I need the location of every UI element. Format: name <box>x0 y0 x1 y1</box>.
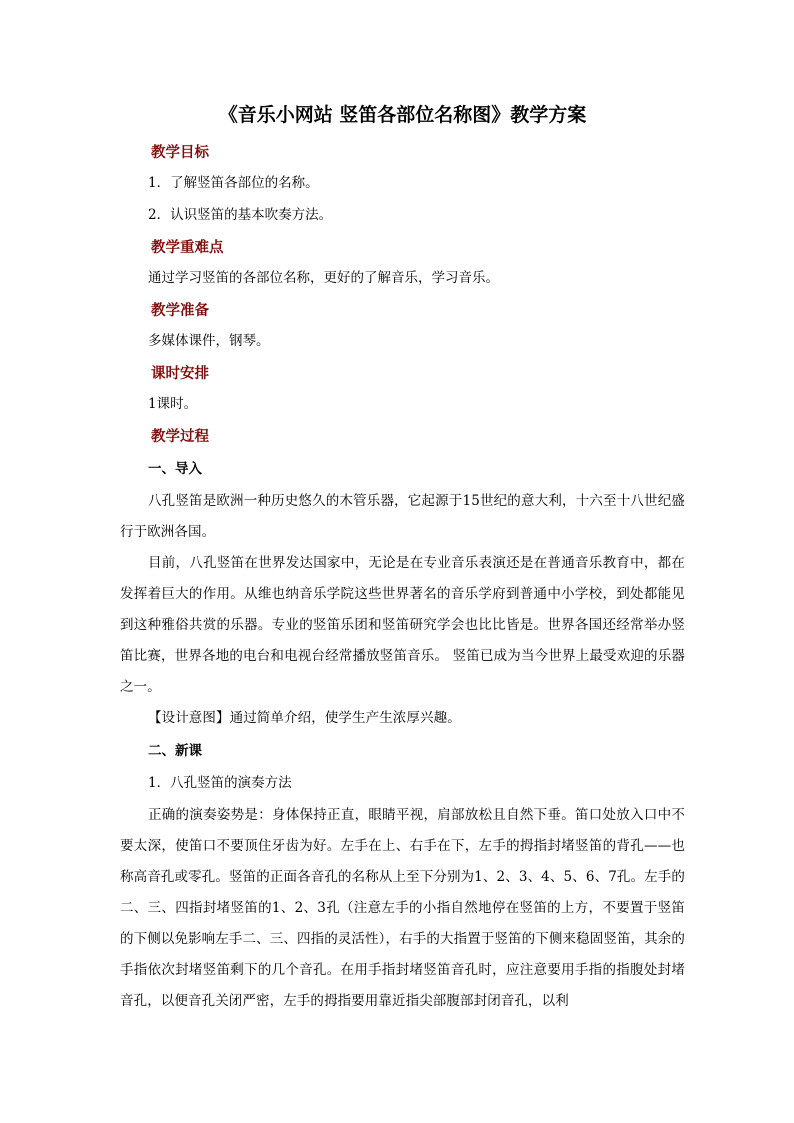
document-title: 《音乐小网站 竖笛各部位名称图》教学方案 <box>218 104 587 126</box>
heading-preparation: 教学准备 <box>151 302 209 319</box>
paragraph-playing-method: 正确的演奏姿势是：身体保持正直，眼睛平视，肩部放松且自然下垂。笛口处放入口中不要太深，使笛口不要顶住牙齿为好。左手在上、右手在下，左手的拇指封堵竖笛的背孔——也称高音孔或零孔。竖笛的正面各音孔的名称从上至下分别为1、2、3、4、5、6、7孔。左手的二、三、四指封堵竖笛的1、2、3孔（注意左手的小指自然地停在竖笛的上方，不要置于竖笛的下侧以免影响左手二、三、四指的灵活性），右手的大指置于竖笛的下侧来稳固竖笛，其余的手指依次封堵竖笛剩下的几个音孔。在用手指封堵竖笛音孔时，应注意要用手指的指腹处封堵音孔，以便音孔关闭严密，左手的拇指要用靠近指尖部腹部封闭音孔，以利 <box>120 807 685 1009</box>
objective-item-2: 2．认识竖笛的基本吹奏方法。 <box>148 207 333 223</box>
objective-item-1: 1．了解竖笛各部位的名称。 <box>148 175 319 191</box>
key-points-text: 通过学习竖笛的各部位名称，更好的了解音乐，学习音乐。 <box>148 270 499 286</box>
schedule-text: 1课时。 <box>148 396 198 412</box>
heading-key-points: 教学重难点 <box>151 239 224 256</box>
preparation-text: 多媒体课件，钢琴。 <box>148 333 270 349</box>
paragraph-intro-1: 八孔竖笛是欧洲一种历史悠久的木管乐器，它起源于15世纪的意大利，十六至十八世纪盛行于欧洲各国。 <box>120 493 685 540</box>
subheading-intro: 一、导入 <box>148 461 202 477</box>
paragraph-intro-2: 目前，八孔竖笛在世界发达国家中，无论是在专业音乐表演还是在普通音乐教育中，都在发挥着巨大的作用。从维也纳音乐学院这些世界著名的音乐学府到普通中小学校，到处都能见到这种雅俗共赏的乐器。专业的竖笛乐团和竖笛研究学会也比比皆是。世界各国还经常举办竖笛比赛，世界各地的电台和电视台经常播放竖笛音乐。 竖笛已成为当今世界上最受欢迎的乐器之一。 <box>120 555 685 695</box>
heading-objectives: 教学目标 <box>151 144 209 161</box>
subheading-new-lesson: 二、新课 <box>148 743 202 759</box>
document-body <box>120 100 685 1017</box>
heading-schedule: 课时安排 <box>151 365 209 382</box>
heading-process: 教学过程 <box>151 428 209 445</box>
lesson-item-1: 1．八孔竖笛的演奏方法 <box>148 775 292 791</box>
paragraph-design-intent: 【设计意图】通过简单介绍，使学生产生浓厚兴趣。 <box>148 710 461 726</box>
